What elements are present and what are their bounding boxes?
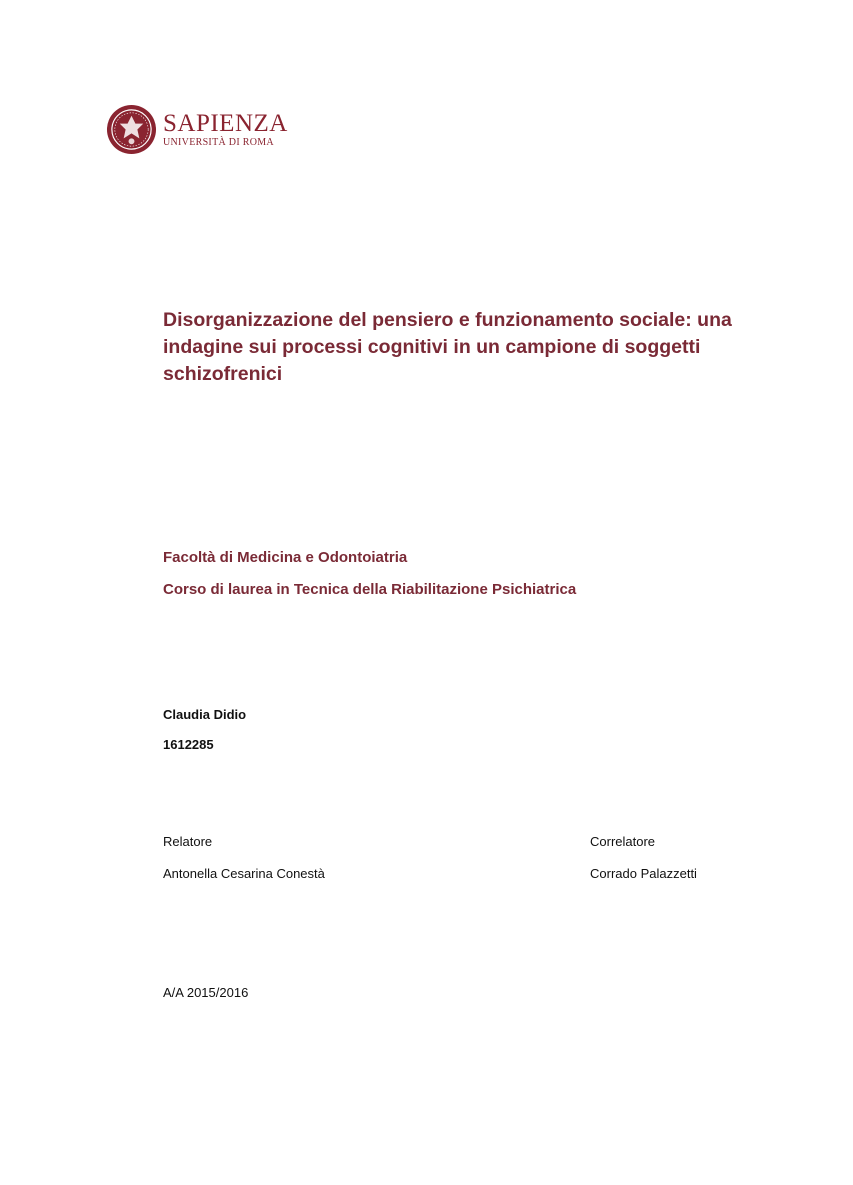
logo-name: SAPIENZA xyxy=(163,110,288,137)
logo-text xyxy=(163,111,288,148)
faculty-block xyxy=(163,542,576,606)
author-block xyxy=(163,700,246,760)
course-name: Corso di laurea in Tecnica della Riabilitazione Psichiatrica xyxy=(163,581,577,598)
faculty-name: Facoltà di Medicina e Odontoiatria xyxy=(163,549,408,566)
thesis-title: Disorganizzazione del pensiero e funzionamento sociale: una indagine sui processi cognitivi in un campione di soggetti schizofrenici xyxy=(163,309,732,385)
correlatore-name: Corrado Palazzetti xyxy=(590,866,697,881)
relatore-block xyxy=(163,826,325,890)
university-logo xyxy=(106,104,288,155)
relatore-name: Antonella Cesarina Conestà xyxy=(163,866,325,881)
university-seal-icon xyxy=(106,104,157,155)
academic-year: A/A 2015/2016 xyxy=(163,985,249,1000)
relatore-label: Relatore xyxy=(163,834,213,849)
student-id: 1612285 xyxy=(163,737,214,752)
correlatore-label: Correlatore xyxy=(590,834,656,849)
logo-subtitle: UNIVERSITÀ DI ROMA xyxy=(163,137,274,148)
author-name: Claudia Didio xyxy=(163,707,247,722)
correlatore-block xyxy=(590,826,697,890)
